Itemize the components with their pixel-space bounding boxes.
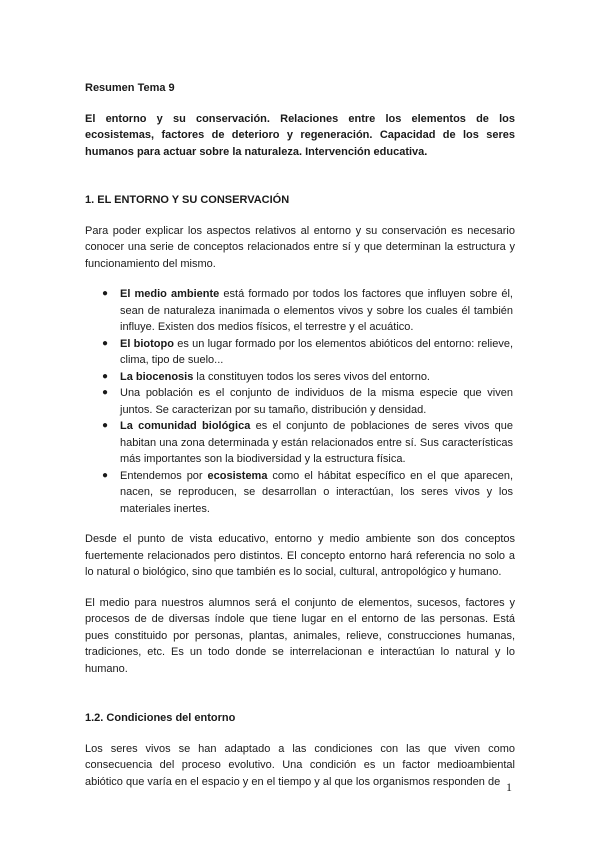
term: El biotopo [120, 337, 174, 350]
term: El medio ambiente [120, 288, 220, 300]
term: La comunidad biológica [120, 420, 251, 432]
list-item: ● La biocenosis la constituyen todos los seres vivos del entorno. [85, 369, 515, 386]
section-heading-1: 1. EL ENTORNO Y SU CONSERVACIÓN [85, 194, 290, 206]
bullet-icon: ● [102, 420, 109, 431]
list-item: ● El medio ambiente está formado por todos los factores que influyen sobre él, sean de naturaleza inanimada o elementos vivos y sobre los cuales él también influye. Existen dos medios físicos, el terrestre y el acuático. [102, 288, 513, 333]
section-1-paragraph-2: Desde el punto de vista educativo, entorno y medio ambiente son dos conceptos fuertemente relacionados pero distintos. El concepto entorno hará referencia no solo a lo natural o biológico, sino que también es lo social, cultural, antropológico y humano. [85, 533, 515, 578]
document-title: El entorno y su conservación. Relaciones entre los elementos de los ecosistemas, factores de deterioro y regeneración. Capacidad de los seres humanos para actuar sobre la naturaleza. Intervención educativa. [85, 112, 515, 158]
bullet-icon: ● [102, 387, 109, 398]
section-1-paragraph-3: El medio para nuestros alumnos será el conjunto de elementos, sucesos, factores y procesos de de diversas índole que tiene lugar en el entorno de las personas. Está pues constituido por personas, plantas, animales, relieve, construcciones humanas, tradiciones, etc. Es un todo donde se interrelacionan e interactúan lo natural y lo humano. [85, 596, 515, 675]
term: La biocenosis [120, 370, 194, 383]
list-item: ● El biotopo es un lugar formado por los elementos abióticos del entorno: relieve, clima, tipo de suelo... [102, 337, 514, 366]
section-1-intro: Para poder explicar los aspectos relativos al entorno y su conservación es necesario conocer una serie de conceptos relacionados entre sí y que determinan la estructura y funcionamiento del mismo. [85, 224, 515, 270]
bullet-icon: ● [102, 370, 109, 382]
list-item: ● Entendemos por ecosistema como el hábitat específico en el que aparecen, nacen, se reproducen, se desarrollan o interactúan, los seres vivos y los materiales inertes. [102, 469, 513, 515]
list-item: ● La comunidad biológica es el conjunto de poblaciones de seres vivos que habitan una zona determinada y están relacionados entre sí. Sus características más importantes son la biodiversidad y la estructura física. [102, 420, 513, 465]
bullet-icon: ● [102, 288, 109, 299]
term: ecosistema [207, 469, 268, 482]
section-1-2-paragraph: Los seres vivos se han adaptado a las condiciones con las que viven como consecuencia del proceso evolutivo. Una condición es un factor medioambiental abiótico que varía en el espacio y en el tiempo y al que los organismos responden de [85, 742, 515, 788]
list-item: ● Una población es el conjunto de individuos de la misma especie que viven juntos. Se caracterizan por su tamaño, distribución y densidad. [102, 387, 513, 416]
section-heading-1-2: 1.2. Condiciones del entorno [85, 712, 236, 724]
document-page [85, 80, 515, 790]
bullet-icon: ● [102, 337, 109, 349]
page-number: 1 [506, 780, 512, 794]
document-label: Resumen Tema 9 [85, 82, 175, 94]
bullet-icon: ● [102, 469, 109, 481]
concept-list [85, 286, 515, 517]
